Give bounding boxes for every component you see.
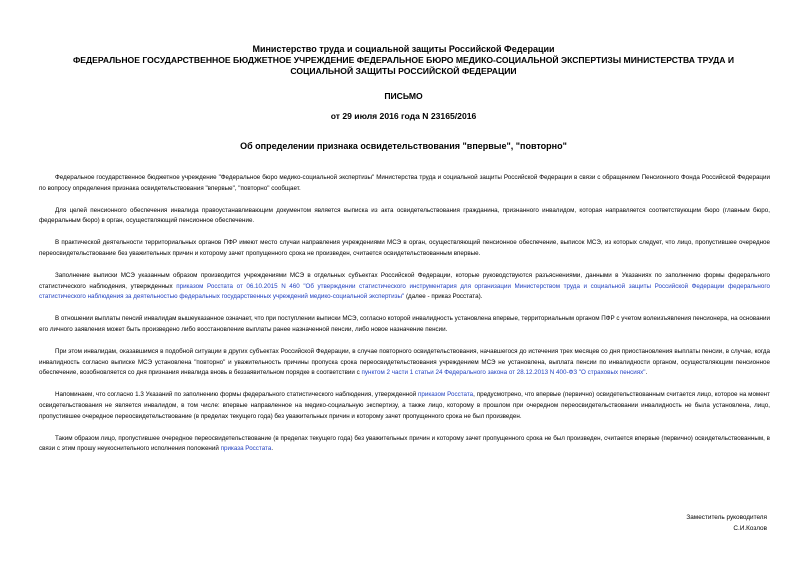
paragraph-8 (39, 434, 770, 456)
paragraph-text: (далее - приказ Росстата). (404, 293, 483, 301)
link-law-400fz-article-24[interactable]: пунктом 2 части 1 статьи 24 Федерального закона от 28.12.2013 N 400-ФЗ (361, 369, 578, 377)
paragraph-text: Таким образом лицо, пропустившее очередное переосвидетельствование (в пределах текущего года) без уважительных причин и которому зачет пропущенного срока не был произведен, считается впервые (первично) освидетельствованным, в связи с этим прошу неукоснительного исполнения положений (39, 434, 770, 453)
document-header (60, 44, 747, 77)
institution-name-line2: СОЦИАЛЬНОЙ ЗАЩИТЫ РОССИЙСКОЙ ФЕДЕРАЦИИ (290, 66, 517, 76)
paragraph-1: Федеральное государственное бюджетное учреждение "Федеральное бюро медико-социальной экспертизы" Министерства труда и социальной защиты Российской Федерации в связи с обращением Пенсионного Фонда Российской Федерации по вопросу определения признака освидетельствования "впервые", "повторно" сообщает. (39, 174, 770, 192)
link-rosstat-order-460[interactable]: приказом Росстата от 06.10.2015 N 460 (176, 282, 300, 290)
paragraph-6 (39, 347, 770, 379)
document-type: ПИСЬМО (384, 91, 423, 101)
paragraph-4 (39, 271, 770, 303)
paragraph-text: При этом инвалидам, оказавшимся в подобной ситуации в других субъектах Российской Федерации, в случае повторного освидетельствования, начавшегося до истечения трех месяцев со дня приостановления выплаты пенсии, в случае, когда инвалидность согласно выписке МСЭ установлена "повторно" и уважительность причины пропуска срока переосвидетельствования учреждением МСЭ не установлена, выплата пенсии по инвалидности органом, осуществляющим пенсионное обеспечение, возобновляется со дня признания инвалида вновь в беззаявительном порядке в соответствии с (39, 347, 770, 377)
paragraph-text: , предусмотрено, что впервые (первично) освидетельствованным считается лицо, которое на момент освидетельствования не является инвалидом, в том числе: впервые направленное на медико-социальную экспертизу, а также лицо, которому в прошлом при очередном переосвидетельствовании инвалидность не была установлена, лицо, пропустившее очередное переосвидетельствование (в пределах текущего года) без уважительных причин и которому зачет пропущенного срока не был произведен. (39, 391, 771, 420)
paragraph-5: В отношении выплаты пенсий инвалидам вышеуказанное означает, что при поступлении выписки МСЭ, согласно которой инвалидность установлена впервые, территориальным органом ПФР с учетом волеизъявления пенсионера, на основании его личного заявления может быть произведено либо восстановление выплаты ранее назначенной пенсии, либо новое назначение пенсии. (39, 315, 770, 333)
document-subject: Об определении признака освидетельствования "впервые", "повторно" (240, 141, 567, 151)
document-body (39, 173, 770, 466)
signatory-position: Заместитель руководителя (686, 514, 767, 521)
institution-name-line1: ФЕДЕРАЛЬНОЕ ГОСУДАРСТВЕННОЕ БЮДЖЕТНОЕ УЧРЕЖДЕНИЕ ФЕДЕРАЛЬНОЕ БЮРО МЕДИКО-СОЦИАЛЬНОЙ ЭКСПЕРТИЗЫ МИНИСТЕРСТВА ТРУДА И (72, 55, 735, 65)
link-law-insurance-pensions[interactable]: "О страховых пенсиях" (578, 369, 646, 377)
paragraph-3: В практической деятельности территориальных органов ПФР имеют место случаи направления учреждениями МСЭ в орган, осуществляющий пенсионное обеспечение, выписок МСЭ, из которых следует, что лицо, пропустившее очередное переосвидетельствование без уважительных причин и которому зачет пропущенного срока не произведен, считается освидетельствованным впервые. (39, 239, 770, 257)
paragraph-text: Заполнение выписки МСЭ указанным образом производится учреждениями МСЭ в отдельных субъектах Российской Федерации, которые руководствуются разъяснениями, данными в Указаниях по заполнению формы федерального статистического наблюдения, утвержденных (39, 271, 770, 290)
link-rosstat-order-title[interactable]: "Об утверждении статистического инструментария для организации Министерством труда и социальной защиты Российской Федерации федерального статистического наблюдения за деятельностью федеральных государственных учреждений медико-социальной экспертизы" (39, 282, 770, 301)
paragraph-text: . (271, 445, 274, 453)
paragraph-7 (39, 390, 770, 422)
paragraph-text: . (645, 369, 648, 377)
document-date: от 29 июля 2016 года N 23165/2016 (330, 111, 477, 121)
link-rosstat-order-final[interactable]: приказа Росстата (220, 445, 272, 453)
ministry-name: Министерство труда и социальной защиты Российской Федерации (252, 44, 555, 54)
signatory-name: С.И.Козлов (733, 525, 767, 532)
link-rosstat-order[interactable]: приказом Росстата (418, 391, 474, 399)
paragraph-text: Напоминаем, что согласно 1.3 Указаний по заполнению формы федерального статистического наблюдения, утвержденной (55, 391, 419, 399)
paragraph-2: Для целей пенсионного обеспечения инвалида правоустанавливающим документом является выписка из акта освидетельствования гражданина, признанного инвалидом, которая направляется соответствующим бюро (главным бюро, федеральным бюро) в орган, осуществляющий пенсионное обеспечение. (39, 206, 770, 225)
signature-block (686, 512, 767, 534)
